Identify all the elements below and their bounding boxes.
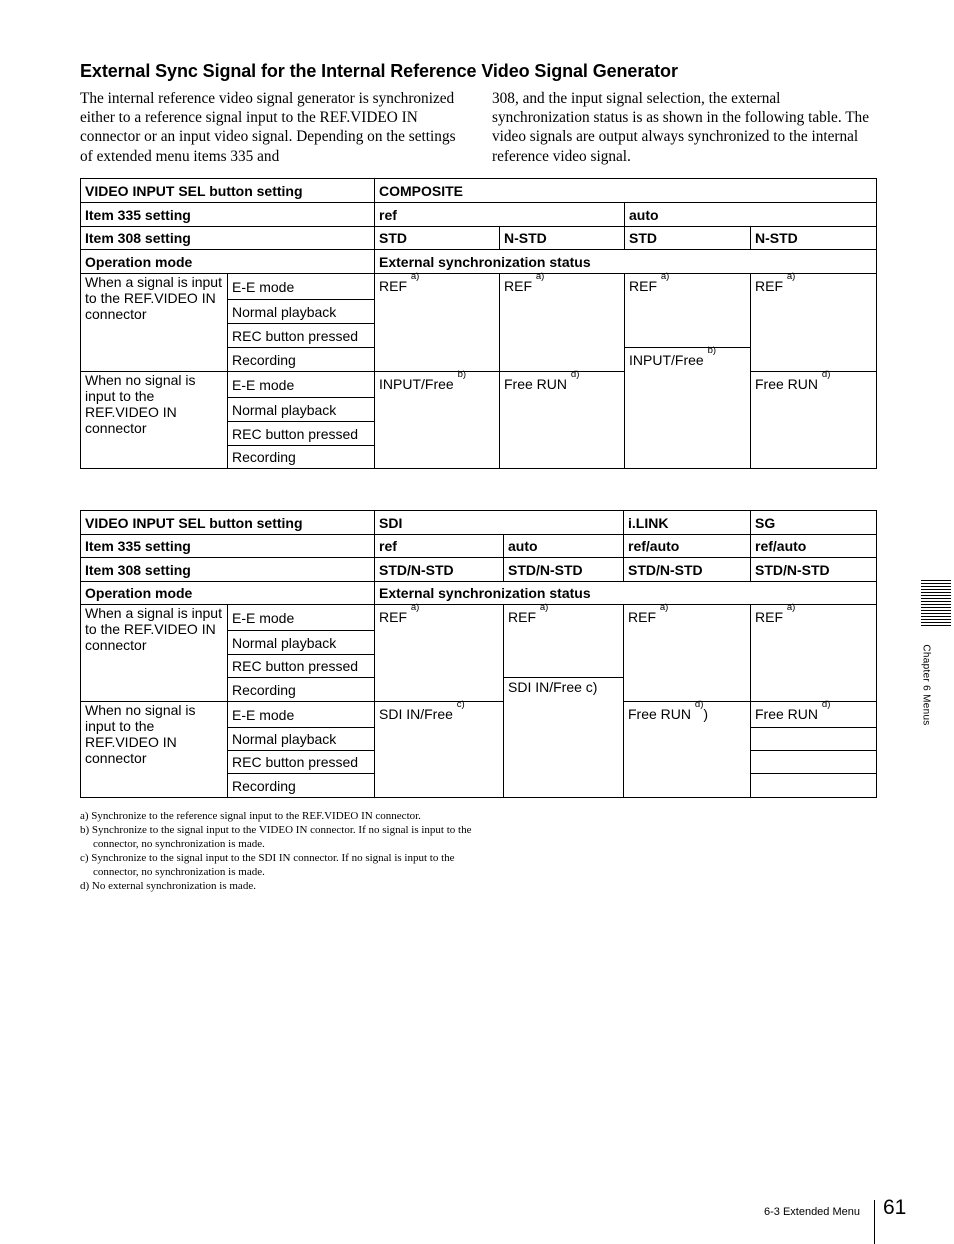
note-ref: a) xyxy=(786,271,796,282)
group-no-signal: When no signal is input to the REF.VIDEO IN connector xyxy=(81,372,228,469)
item-335-value: ref/auto xyxy=(751,535,877,558)
status-text: REF xyxy=(629,278,657,294)
footnote: c) Synchronize to the signal input to the SDI IN connector. If no signal is input to the connector, no synchronization is made. xyxy=(80,852,455,878)
sync-status-label: External synchronization status xyxy=(375,582,877,605)
empty-cell xyxy=(751,751,877,774)
status-cell xyxy=(375,271,500,372)
status-text: Free RUN xyxy=(755,376,819,392)
note-ref: d) xyxy=(821,699,831,710)
footnote: b) Synchronize to the signal input to the VIDEO IN connector. If no signal is input to the connector, no synchronization is made. xyxy=(80,824,472,850)
chapter-side-label: Chapter 6 Menus xyxy=(920,644,932,726)
status-text: INPUT/Free xyxy=(629,352,704,368)
operation-mode-label: Operation mode xyxy=(81,250,375,274)
note-ref: d) xyxy=(570,369,580,380)
intro-text-right: 308, and the input signal selection, the external synchronization status is as shown in the following table. The video signals are output always synchronized to the internal reference video signal. xyxy=(492,90,869,165)
status-text: INPUT/Free xyxy=(379,376,454,392)
status-text: Free RUN xyxy=(628,706,692,722)
status-cell xyxy=(751,699,877,728)
item-308-value: STD xyxy=(625,227,751,250)
status-text: REF xyxy=(379,278,407,294)
status-cell xyxy=(375,602,504,702)
item-308-label: Item 308 setting xyxy=(81,558,375,582)
item-308-value: N-STD xyxy=(500,227,625,250)
empty-cell xyxy=(751,728,877,751)
video-input-value: COMPOSITE xyxy=(375,179,877,203)
item-335-value: auto xyxy=(625,203,877,227)
video-input-value: i.LINK xyxy=(624,511,751,535)
item-335-value: ref xyxy=(375,203,625,227)
table-row xyxy=(81,558,877,582)
status-text: REF xyxy=(508,609,536,625)
intro-column-left xyxy=(80,89,472,166)
page-title: External Sync Signal for the Internal Reference Video Signal Generator xyxy=(80,61,678,81)
item-308-value: STD/N-STD xyxy=(375,558,504,582)
footer-divider xyxy=(874,1200,875,1244)
status-cell xyxy=(504,602,624,678)
mode-cell: E-E mode xyxy=(228,605,375,631)
status-cell xyxy=(375,699,504,798)
status-cell xyxy=(500,369,625,469)
note-ref: a) xyxy=(786,602,796,613)
table-row xyxy=(81,203,877,227)
table-row xyxy=(81,535,877,558)
mode-cell: E-E mode xyxy=(228,372,375,398)
item-335-value: auto xyxy=(504,535,624,558)
mode-cell: REC button pressed xyxy=(228,422,375,446)
note-ref: a) xyxy=(660,271,670,282)
status-cell xyxy=(625,271,751,348)
note-ref: a) xyxy=(410,602,420,613)
table-row xyxy=(81,179,877,203)
footnote: a) Synchronize to the reference signal input to the REF.VIDEO IN connector. xyxy=(80,810,421,822)
status-text: REF xyxy=(628,609,656,625)
item-308-value: STD/N-STD xyxy=(624,558,751,582)
video-input-sel-label: VIDEO INPUT SEL button setting xyxy=(81,511,375,535)
status-cell xyxy=(500,271,625,372)
video-input-sel-label: VIDEO INPUT SEL button setting xyxy=(81,179,375,203)
sync-status-label: External synchronization status xyxy=(375,250,877,274)
group-with-signal: When a signal is input to the REF.VIDEO IN connector xyxy=(81,274,228,372)
footnote: d) No external synchronization is made. xyxy=(80,880,256,892)
group-with-signal: When a signal is input to the REF.VIDEO IN connector xyxy=(81,605,228,702)
note-ref: a) xyxy=(535,271,545,282)
status-text: REF xyxy=(755,609,783,625)
item-335-value: ref xyxy=(375,535,504,558)
operation-mode-label: Operation mode xyxy=(81,582,375,605)
note-ref: b) xyxy=(457,369,467,380)
note-ref: d) xyxy=(821,369,831,380)
note-ref: a) xyxy=(659,602,669,613)
status-cell xyxy=(624,699,751,798)
sync-table-composite xyxy=(80,178,877,469)
status-text: ) xyxy=(703,706,709,722)
item-335-value: ref/auto xyxy=(624,535,751,558)
table-row xyxy=(81,227,877,250)
table-row xyxy=(81,605,877,631)
status-cell xyxy=(375,369,500,469)
item-335-label: Item 335 setting xyxy=(81,203,375,227)
footnotes xyxy=(80,809,480,893)
note-ref: d) xyxy=(694,699,704,710)
chapter-tab-marker xyxy=(921,580,951,628)
item-308-value: STD/N-STD xyxy=(504,558,624,582)
note-ref: b) xyxy=(707,345,717,356)
status-text: Free RUN xyxy=(755,706,819,722)
status-cell: SDI IN/Free c) xyxy=(504,678,624,798)
group-no-signal: When no signal is input to the REF.VIDEO IN connector xyxy=(81,702,228,798)
footer-section-label: 6-3 Extended Menu xyxy=(763,1206,860,1218)
status-text: REF xyxy=(379,609,407,625)
item-308-value: STD xyxy=(375,227,500,250)
status-cell xyxy=(751,602,877,702)
table-row xyxy=(81,250,877,274)
mode-cell: E-E mode xyxy=(228,274,375,300)
sync-table-sdi-ilink-sg xyxy=(80,510,877,798)
mode-cell: Recording xyxy=(228,446,375,469)
mode-cell: Normal playback xyxy=(228,631,375,655)
mode-cell: Recording xyxy=(228,678,375,702)
status-cell xyxy=(751,271,877,372)
item-308-label: Item 308 setting xyxy=(81,227,375,250)
table-row xyxy=(81,582,877,605)
status-text: REF xyxy=(504,278,532,294)
video-input-value: SDI xyxy=(375,511,624,535)
status-cell xyxy=(625,345,751,469)
status-cell xyxy=(624,602,751,702)
mode-cell: Recording xyxy=(228,774,375,798)
mode-cell: REC button pressed xyxy=(228,655,375,678)
mode-cell: Recording xyxy=(228,348,375,372)
note-ref: a) xyxy=(539,602,549,613)
status-cell xyxy=(751,369,877,469)
status-text: SDI IN/Free xyxy=(379,706,453,722)
status-text: REF xyxy=(755,278,783,294)
table-row xyxy=(81,511,877,535)
item-308-value: STD/N-STD xyxy=(751,558,877,582)
empty-cell xyxy=(751,774,877,798)
table-row xyxy=(81,274,877,300)
status-text: Free RUN xyxy=(504,376,568,392)
mode-cell: REC button pressed xyxy=(228,751,375,774)
table-row xyxy=(81,702,877,728)
note-ref: a) xyxy=(410,271,420,282)
item-335-label: Item 335 setting xyxy=(81,535,375,558)
table-row xyxy=(81,372,877,398)
intro-text-left: The internal reference video signal generator is synchronized either to a reference signal input to the REF.VIDEO IN connector or an input video signal. Depending on the settings of extended menu items 335 and xyxy=(80,90,456,165)
mode-cell: Normal playback xyxy=(228,398,375,422)
mode-cell: Normal playback xyxy=(228,728,375,751)
page-number: 61 xyxy=(883,1196,907,1219)
note-ref: c) xyxy=(456,699,465,710)
video-input-value: SG xyxy=(751,511,877,535)
mode-cell: REC button pressed xyxy=(228,324,375,348)
item-308-value: N-STD xyxy=(751,227,877,250)
mode-cell: Normal playback xyxy=(228,300,375,324)
intro-column-right xyxy=(492,89,876,166)
mode-cell: E-E mode xyxy=(228,702,375,728)
